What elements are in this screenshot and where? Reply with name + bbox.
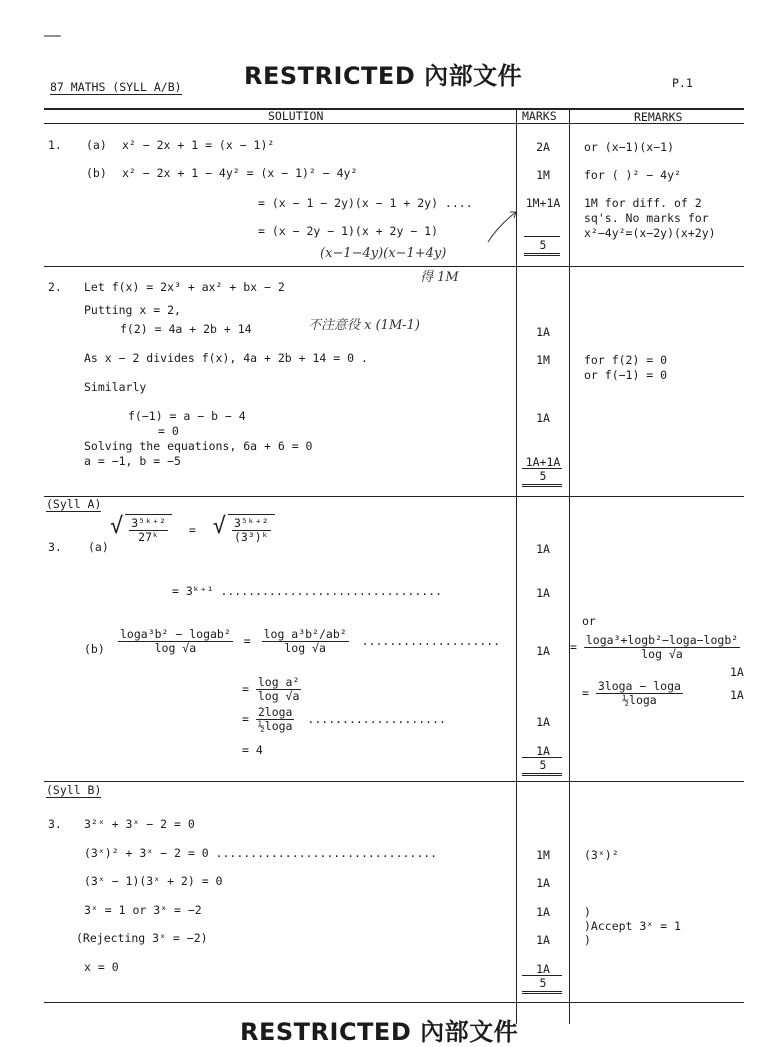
- q3a-divider: [44, 781, 744, 782]
- q3a-remark-mark-1: 1A: [730, 665, 744, 679]
- q3a-b-label: (b): [84, 642, 105, 656]
- q3b-mark-2: 1M: [536, 848, 550, 862]
- syll-a-heading: (Syll A): [46, 497, 102, 511]
- q3b-line-2: (3ˣ)² + 3ˣ − 2 = 0 ................................: [84, 846, 438, 860]
- footer-restricted-title: RESTRICTED 內部文件: [240, 1018, 519, 1046]
- q3b-mark-5: 1A: [536, 933, 550, 947]
- q2-total-rule-bottom: [522, 484, 562, 487]
- q2-mark-3: 1A: [536, 325, 550, 339]
- q3a-remark-mark-2: 1A: [730, 688, 744, 702]
- q1b-mark-1: 1M: [536, 168, 550, 182]
- q3a-a-label: (a): [88, 540, 109, 554]
- q3a-b-frac2-den: log √a: [284, 641, 326, 656]
- q2-line-8: Solving the equations, 6a + 6 = 0: [84, 439, 313, 453]
- q3b-remark-2: (3ˣ)²: [584, 848, 619, 862]
- q3a-b-line-2: = $\frac{\text{log a²}}{\log √a}$: [242, 675, 300, 704]
- q1b-mark-2: 1M+1A: [525, 196, 561, 210]
- q3a-total-rule-bottom: [522, 773, 562, 776]
- header-dash: ——: [44, 28, 61, 44]
- q3a-b-mark-1: 1A: [536, 644, 550, 658]
- q3a-b-frac3-den: log √a: [257, 689, 300, 704]
- q3a-b-result: = 4: [242, 743, 263, 757]
- q3a-b-frac4-den: ½loga: [257, 719, 293, 734]
- q2-line-9: a = −1, b = −5: [84, 454, 181, 468]
- q3a-remark-frac2-num: 3loga − loga: [597, 679, 681, 693]
- q2-line-6: f(−1) = a − b − 4: [128, 409, 246, 423]
- q3a-b-dots-2: ....................: [307, 712, 446, 727]
- q1b-label: (b): [86, 166, 107, 180]
- q1-number: 1.: [48, 138, 62, 152]
- q1-total-rule-top: [524, 236, 560, 237]
- q3a-a-mark-2: 1A: [536, 586, 550, 600]
- q3a-b-frac1-num: loga³b² − logab²: [120, 627, 231, 641]
- q3a-b-frac1-den: log √a: [154, 641, 197, 656]
- q3a-b-frac4-num: 2loga: [257, 705, 293, 719]
- q3a-remark-or: or: [582, 614, 596, 628]
- q2-line-5: Similarly: [84, 380, 147, 394]
- q3b-mark-3: 1A: [536, 876, 550, 890]
- solution-column-header: SOLUTION: [268, 109, 324, 123]
- q2-divider: [44, 496, 744, 497]
- q2-total: 5: [539, 469, 547, 483]
- q3a-remark-frac2-den: ½loga: [622, 693, 657, 708]
- q3b-line-1: 3²ˣ + 3ˣ − 2 = 0: [84, 817, 195, 831]
- q3b-mark-6: 1A: [536, 962, 550, 976]
- q1-divider: [44, 266, 744, 267]
- q3a-a-numerator: 3⁵ᵏ⁺²: [131, 516, 166, 530]
- q3b-total-rule-bottom: [522, 991, 562, 994]
- syll-b-heading: (Syll B): [46, 783, 102, 797]
- q1b-equation-3: = (x − 2y − 1)(x + 2y − 1): [258, 224, 439, 238]
- q1-total-rule-bottom: [524, 253, 560, 256]
- q1-handwritten-note: (x−1−4y)(x−1+4y): [320, 246, 447, 261]
- q1a-mark: 2A: [536, 140, 550, 154]
- q2-line-7: = 0: [158, 424, 179, 438]
- q3a-b-frac2-num: log a³b²/ab²: [263, 627, 347, 641]
- remarks-column-header: REMARKS: [634, 110, 683, 124]
- q3b-line-3: (3ˣ − 1)(3ˣ + 2) = 0: [84, 874, 223, 888]
- q3b-line-5: (Rejecting 3ˣ = −2): [76, 931, 208, 945]
- q1a-label: (a): [86, 138, 107, 152]
- q3a-a-numerator-2: 3⁵ᵏ⁺²: [233, 516, 269, 530]
- q3a-remark-line-2: = $\frac{3\log a - \log a}{\text{½loga}}$: [582, 679, 681, 708]
- q1b-equation-2: = (x − 1 − 2y)(x − 1 + 2y) ....: [258, 196, 473, 210]
- q1-total: 5: [539, 238, 547, 252]
- q2-mark-9: 1A+1A: [525, 455, 561, 469]
- q3b-line-4: 3ˣ = 1 or 3ˣ = −2: [84, 903, 202, 917]
- q3b-remark-4c: ): [584, 933, 591, 947]
- q2-line-3: f(2) = 4a + 2b + 14: [120, 322, 252, 336]
- q3a-a-result: = 3ᵏ⁺¹ ................................: [172, 584, 443, 598]
- q3a-b-line-1: $\frac{\text{loga³b² − logab²}}{\log √a}$ = $\frac{\text{log a³b²/ab²}}{\log √a}$ ....................: [120, 627, 501, 656]
- q3b-mark-4: 1A: [536, 905, 550, 919]
- q2-handwritten-note: 不注意役 x (1M-1): [308, 318, 420, 333]
- q3a-b-frac3-num: log a²: [257, 675, 300, 689]
- q3a-a-mark-1: 1A: [536, 542, 550, 556]
- q3a-remark-frac1-den: log √a: [641, 647, 683, 662]
- q2-mark-4: 1M: [536, 353, 550, 367]
- q3a-a-expr: √ $\frac{\text{3⁵ᵏ⁺²}}{\text{27ᵏ}}$ = √ $\frac{\text{3⁵ᵏ⁺²}}{\text{(3³)ᵏ}}$: [110, 514, 275, 544]
- q1-handwritten-score: 得 1M: [420, 270, 459, 285]
- q3b-remark-4a: ): [584, 905, 591, 919]
- q2-remark-4b: or f(−1) = 0: [584, 368, 668, 382]
- q3b-line-6: x = 0: [84, 960, 119, 974]
- q2-remark-4a: for f(2) = 0: [584, 353, 668, 367]
- q2-mark-6: 1A: [536, 411, 550, 425]
- q3a-number: 3.: [48, 540, 62, 554]
- marks-column-header: MARKS: [522, 109, 557, 123]
- q1b-remark-2c: x²−4y²=(x−2y)(x+2y): [584, 226, 716, 240]
- marks-column-right: [569, 108, 570, 1024]
- q2-number: 2.: [48, 280, 62, 294]
- q3a-b-mark-3: 1A: [536, 744, 550, 758]
- paper-reference: 87 MATHS (SYLL A/B): [50, 80, 182, 94]
- q3a-b-dots-1: ....................: [361, 634, 501, 649]
- q2-line-2: Putting x = 2,: [84, 303, 181, 317]
- q3a-a-denominator-2: (3³)ᵏ: [233, 530, 269, 545]
- q2-line-1: Let f(x) = 2x³ + ax² + bx − 2: [84, 280, 285, 294]
- q3a-b-line-3: = $\frac{2\log a}{\text{½loga}}$ ....................: [242, 705, 446, 734]
- q1a-remark: or (x−1)(x−1): [584, 140, 675, 154]
- q1a-equation: x² − 2x + 1 = (x − 1)²: [122, 138, 275, 152]
- q3a-a-denominator: 27ᵏ: [138, 530, 159, 545]
- q1b-remark-1: for ( )² − 4y²: [584, 168, 681, 182]
- restricted-title: RESTRICTED 內部文件: [244, 62, 523, 90]
- q3a-total: 5: [539, 758, 547, 772]
- q1b-remark-2b: sq's. No marks for: [584, 211, 709, 225]
- q1-handwritten-arrow: [486, 206, 526, 246]
- q3a-remark-frac1-num: loga³+logb²−loga−logb²: [585, 633, 739, 647]
- q1b-equation-1: x² − 2x + 1 − 4y² = (x − 1)² − 4y²: [122, 166, 358, 180]
- q3b-number: 3.: [48, 817, 62, 831]
- q3a-remark-line-1: = $\frac{\text{loga³+logb²−loga−logb²}}{\log √a}$: [570, 633, 739, 662]
- table-bottom-rule: [44, 1002, 744, 1003]
- q2-line-4: As x − 2 divides f(x), 4a + 2b + 14 = 0 .: [84, 351, 368, 365]
- q3b-total: 5: [539, 976, 547, 990]
- q3a-b-mark-2: 1A: [536, 715, 550, 729]
- q1b-remark-2a: 1M for diff. of 2: [584, 196, 702, 210]
- q3b-remark-4b: )Accept 3ˣ = 1: [584, 919, 681, 933]
- page-number: P.1: [672, 76, 693, 90]
